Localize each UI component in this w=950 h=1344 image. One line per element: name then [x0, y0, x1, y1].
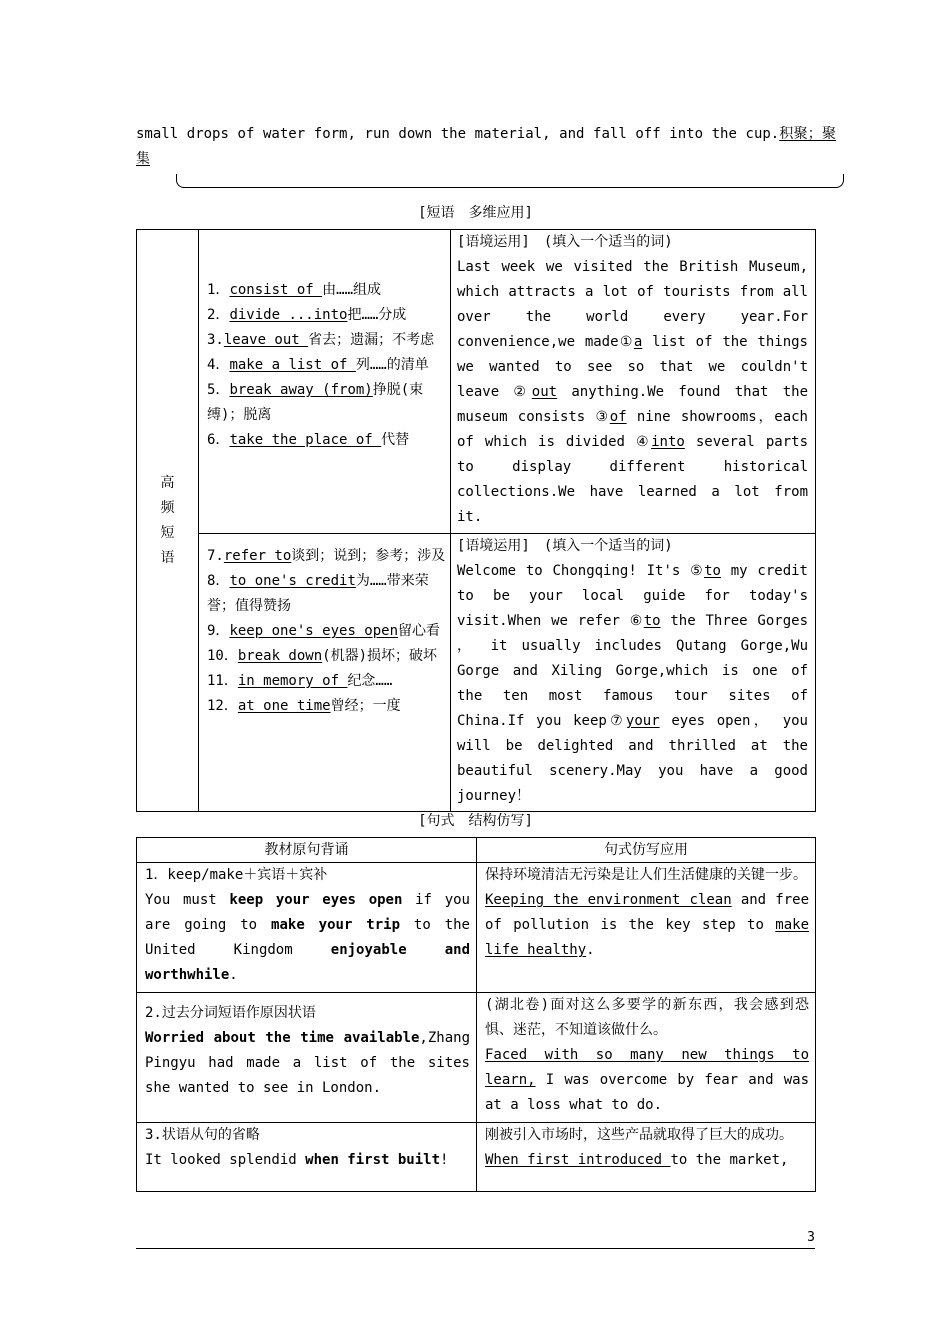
answer-blank: into: [651, 434, 685, 450]
original-sentence-cell: [137, 993, 477, 1123]
phrase-item: [207, 328, 446, 353]
phrase-meaning: 为……带来荣誉；值得赞扬: [207, 573, 429, 614]
sentences-section-title: [句式 结构仿写]: [418, 813, 533, 829]
phrase-list-2: [199, 534, 451, 812]
phrase-item: [207, 644, 446, 669]
bracket-divider: [176, 174, 844, 188]
phrase-num: 6．: [207, 432, 230, 448]
passage-text: list of the things we wanted to see so that we couldn't leave ②: [457, 334, 808, 400]
phrase-text: in memory of: [237, 673, 348, 689]
sentence-text: .: [229, 967, 238, 983]
sentence-text: to the market,: [670, 1152, 789, 1168]
phrase-item: [207, 378, 446, 428]
phrase-num: 3.: [207, 332, 224, 348]
phrase-text: break away (from): [229, 382, 373, 398]
phrase-text: refer to: [223, 548, 292, 564]
category-char: 高: [160, 474, 175, 491]
phrase-num: 5．: [207, 382, 230, 398]
phrase-meaning: 省去；遗漏；不考虑: [308, 332, 435, 348]
sentence-text: It looked splendid: [145, 1152, 306, 1168]
phrases-section-title: [短语 多维应用]: [418, 205, 533, 221]
phrase-meaning: 把……分成: [347, 307, 407, 323]
phrase-num: 7.: [207, 548, 224, 564]
phrase-meaning: 留心看: [398, 623, 441, 639]
category-cell: [137, 230, 199, 812]
sentence-text: to the United Kingdom: [145, 917, 470, 958]
key-structure: when first built: [305, 1152, 441, 1168]
phrase-num: 2．: [207, 307, 230, 323]
phrase-meaning: 谈到；说到；参考；涉及: [291, 548, 446, 564]
context-cell-2: [451, 534, 816, 812]
phrase-text: take the place of: [229, 432, 382, 448]
phrases-table: [136, 229, 816, 812]
sentence-text: !: [440, 1152, 449, 1168]
phrase-meaning: 挣脱(束缚)；脱离: [207, 382, 424, 423]
page-number: 3: [807, 1230, 815, 1245]
original-sentence-cell: [137, 1123, 477, 1192]
answer-blank: your: [625, 713, 660, 729]
phrase-item: [207, 428, 446, 453]
carryover-text: [136, 122, 836, 172]
chinese-prompt: 保持环境清洁无污染是让人们生活健康的关键一步。: [485, 867, 807, 883]
passage-text: Welcome to Chongqing! It's ⑤: [457, 563, 705, 579]
phrase-item: [207, 669, 446, 694]
phrase-text: leave out: [223, 332, 309, 348]
phrase-text: at one time: [237, 698, 331, 714]
sentence-text: if you are going to: [145, 892, 470, 933]
sentence-row-3: [137, 1123, 816, 1192]
answer-text: Keeping the environment clean: [485, 892, 732, 908]
key-structure: Worried about the time available: [145, 1030, 420, 1046]
category-char: 频: [160, 499, 175, 516]
phrase-row-1: [137, 230, 816, 534]
phrase-text: break down: [237, 648, 323, 664]
phrase-item: [207, 303, 446, 328]
phrase-num: 12．: [207, 698, 238, 714]
category-char: 语: [160, 549, 175, 566]
structure-heading: 1．keep/make＋宾语＋宾补: [145, 867, 328, 883]
phrase-text: to one's credit: [229, 573, 356, 589]
sentence-text: and free of pollution is the key step to: [485, 892, 809, 933]
phrase-num: 11．: [207, 673, 238, 689]
sentence-text: I was overcome by fear and was at a loss what to do.: [485, 1072, 809, 1113]
phrase-item: [207, 278, 446, 303]
phrase-text: make a list of: [229, 357, 356, 373]
structure-heading: 3.状语从句的省略: [145, 1127, 260, 1143]
phrase-item: [207, 353, 446, 378]
phrase-item: [207, 569, 446, 619]
structure-heading: 2.过去分词短语作原因状语: [145, 1005, 316, 1021]
phrase-meaning: 纪念……: [347, 673, 393, 689]
answer-text: Faced with so many new things to learn,: [485, 1047, 809, 1088]
phrase-meaning: 列……的清单: [355, 357, 429, 373]
key-structure: keep your eyes open: [229, 892, 403, 908]
sentences-header-row: [137, 838, 816, 863]
imitation-cell: [477, 1123, 816, 1192]
passage-text: the Three Gorges ， it usually includes Qutang Gorge,Wu Gorge and Xiling Gorge,which is one of the ten most famous tour sites of China.If you keep⑦: [457, 613, 809, 729]
answer-blank: out: [531, 384, 558, 400]
answer-blank: to: [704, 563, 721, 579]
phrase-meaning: (机器)损坏；破坏: [322, 648, 438, 664]
chinese-prompt: 刚被引入市场时，这些产品就取得了巨大的成功。: [485, 1127, 793, 1143]
phrase-text: consist of: [229, 282, 323, 298]
phrase-text: keep one's eyes open: [229, 623, 399, 639]
carryover-sentence: small drops of water form, run down the material, and fall off into the cup.: [136, 126, 780, 142]
answer-blank: of: [609, 409, 627, 425]
phrase-item: [207, 619, 446, 644]
phrase-num: 4．: [207, 357, 230, 373]
phrase-num: 1．: [207, 282, 230, 298]
answer-blank: to: [643, 613, 661, 629]
phrase-text: divide ...into: [229, 307, 348, 323]
answer-text: When first introduced: [485, 1152, 671, 1168]
sentence-text: You must: [145, 892, 230, 908]
passage-text: my credit to be your local guide for today's visit.When we refer ⑥: [457, 563, 808, 629]
original-sentence-cell: [137, 863, 477, 993]
passage-text: eyes open， you will be delighted and thrilled at the beautiful scenery.May you have a good journey！: [457, 713, 808, 804]
key-structure: make your trip: [271, 917, 401, 933]
col-header-right: 句式仿写应用: [477, 838, 816, 863]
sentence-text: ,Zhang Pingyu had made a list of the sites she wanted to see in London.: [145, 1030, 470, 1096]
key-structure: enjoyable and worthwhile: [145, 942, 471, 983]
passage-text: Last week we visited the British Museum, which attracts a lot of tourists from all over the world every year.For convenience,we made①: [457, 259, 808, 350]
chinese-prompt: (湖北卷)面对这么多要学的新东西，我会感到恐惧、迷茫，不知道该做什么。: [485, 997, 809, 1038]
footer-rule: [136, 1248, 815, 1249]
phrase-meaning: 由……组成: [322, 282, 382, 298]
context-title: [语境运用] (填入一个适当的词): [457, 234, 673, 250]
sentence-row-2: [137, 993, 816, 1123]
context-title: [语境运用] (填入一个适当的词): [457, 538, 673, 554]
phrase-num: 10．: [207, 648, 238, 664]
answer-blank: a: [633, 334, 643, 350]
category-char: 短: [160, 524, 175, 541]
phrase-num: 8．: [207, 573, 230, 589]
sentences-table: [136, 837, 816, 1192]
col-header-left: 教材原句背诵: [137, 838, 477, 863]
phrase-item: [207, 544, 446, 569]
phrase-num: 9．: [207, 623, 230, 639]
phrase-meaning: 代替: [381, 432, 410, 448]
passage-text: several parts to display different historical collections.We have learned a lot from it.: [457, 434, 808, 525]
sentence-text: .: [586, 942, 595, 958]
answer-text: make life healthy: [485, 917, 809, 958]
imitation-cell: [477, 863, 816, 993]
carryover-gloss: 积聚；聚集: [136, 126, 836, 167]
imitation-cell: [477, 993, 816, 1123]
phrase-row-2: [137, 534, 816, 812]
context-cell-1: [451, 230, 816, 534]
passage-text: anything.We found that the museum consists ③: [457, 384, 809, 425]
phrase-list-1: [199, 230, 451, 534]
passage-text: nine showrooms，each of which is divided ④: [457, 409, 808, 450]
phrase-item: [207, 694, 446, 719]
sentence-row-1: [137, 863, 816, 993]
phrase-meaning: 曾经；一度: [330, 698, 401, 714]
